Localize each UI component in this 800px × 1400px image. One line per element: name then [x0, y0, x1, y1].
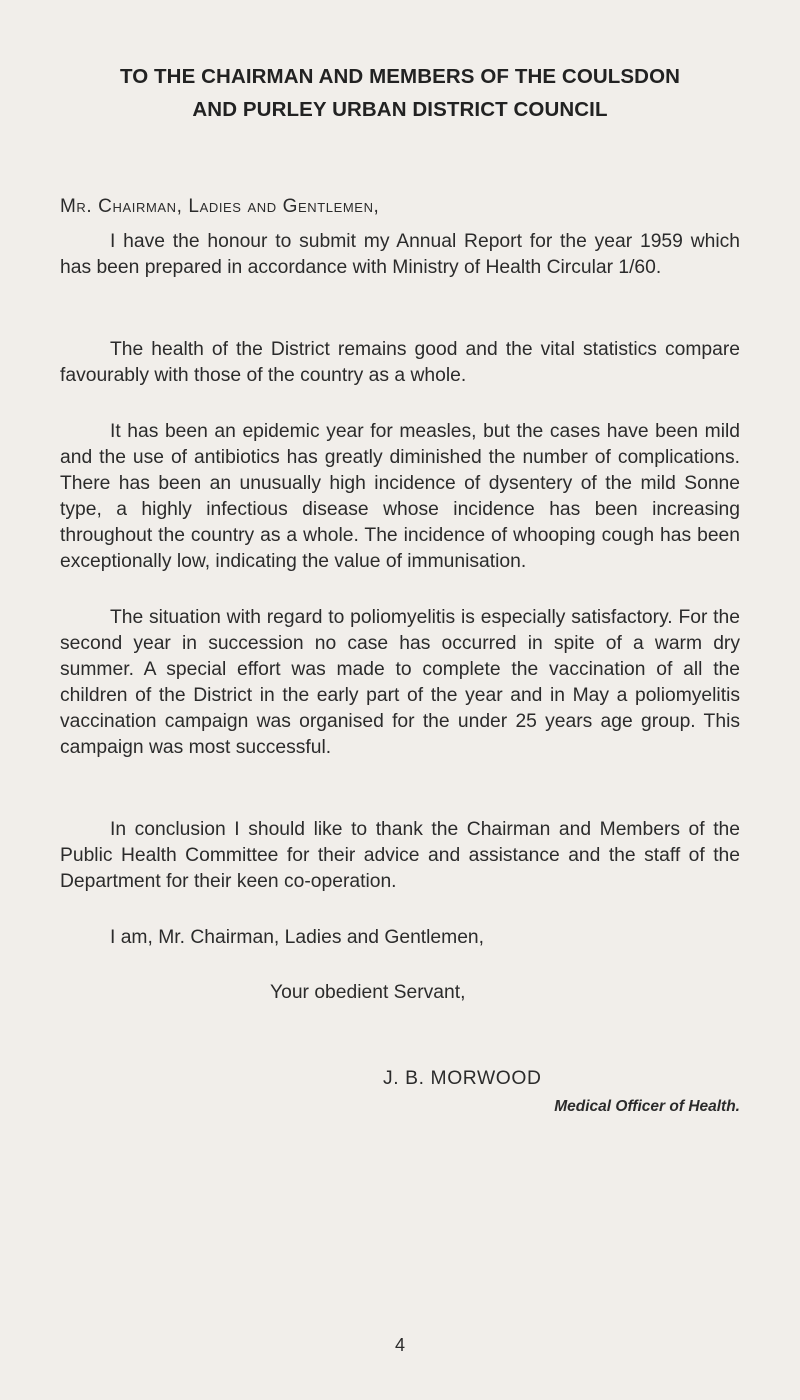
- paragraph-poliomyelitis-text: The situation with regard to poliomyelitis is especially satisfactory. For the second year in succession no case has occurred in spite of a warm dry summer. A special effort was made to complete the vaccination of all the children of the District in the early part of the year and in May a poliomyelitis vaccination campaign was organised for the under 25 years age group. This campaign was most successful.: [60, 607, 740, 758]
- closing-line-1: I am, Mr. Chairman, Ladies and Gentlemen,: [110, 927, 485, 948]
- signature-title: Medical Officer of Health.: [554, 1098, 740, 1115]
- closing-line-2: Your obedient Servant,: [270, 982, 466, 1003]
- paragraph-health-text: The health of the District remains good and the vital statistics compare favourably with those of the country as a whole.: [60, 339, 740, 386]
- paragraph-intro: [60, 229, 740, 281]
- report-heading: [60, 60, 740, 126]
- heading-line-2: AND PURLEY URBAN DISTRICT COUNCIL: [192, 98, 608, 121]
- paragraph-epidemic-text: It has been an epidemic year for measles, but the cases have been mild and the use of antibiotics has greatly diminished the number of complications. There has been an unusually high incidence of dysentery of the mild Sonne type, a highly infectious disease whose incidence has been increasing throughout the country as a whole. The incidence of whooping cough has been exceptionally low, indicating the value of immunisation.: [60, 421, 740, 572]
- page-number: 4: [394, 1335, 405, 1355]
- paragraph-poliomyelitis: [60, 605, 740, 761]
- paragraph-epidemic: [60, 419, 740, 575]
- paragraph-health: [60, 337, 740, 389]
- salutation: Mr. Chairman, Ladies and Gentlemen,: [60, 196, 380, 217]
- signature-name: J. B. MORWOOD: [383, 1068, 542, 1089]
- paragraph-conclusion: [60, 817, 740, 895]
- paragraph-conclusion-text: In conclusion I should like to thank the Chairman and Members of the Public Health Committee for their advice and assistance and the staff of the Department for their keen co-operation.: [60, 819, 740, 892]
- paragraph-intro-text: I have the honour to submit my Annual Report for the year 1959 which has been prepared in accordance with Ministry of Health Circular 1/60.: [60, 231, 740, 278]
- heading-line-1: TO THE CHAIRMAN AND MEMBERS OF THE COULSDON: [119, 65, 681, 88]
